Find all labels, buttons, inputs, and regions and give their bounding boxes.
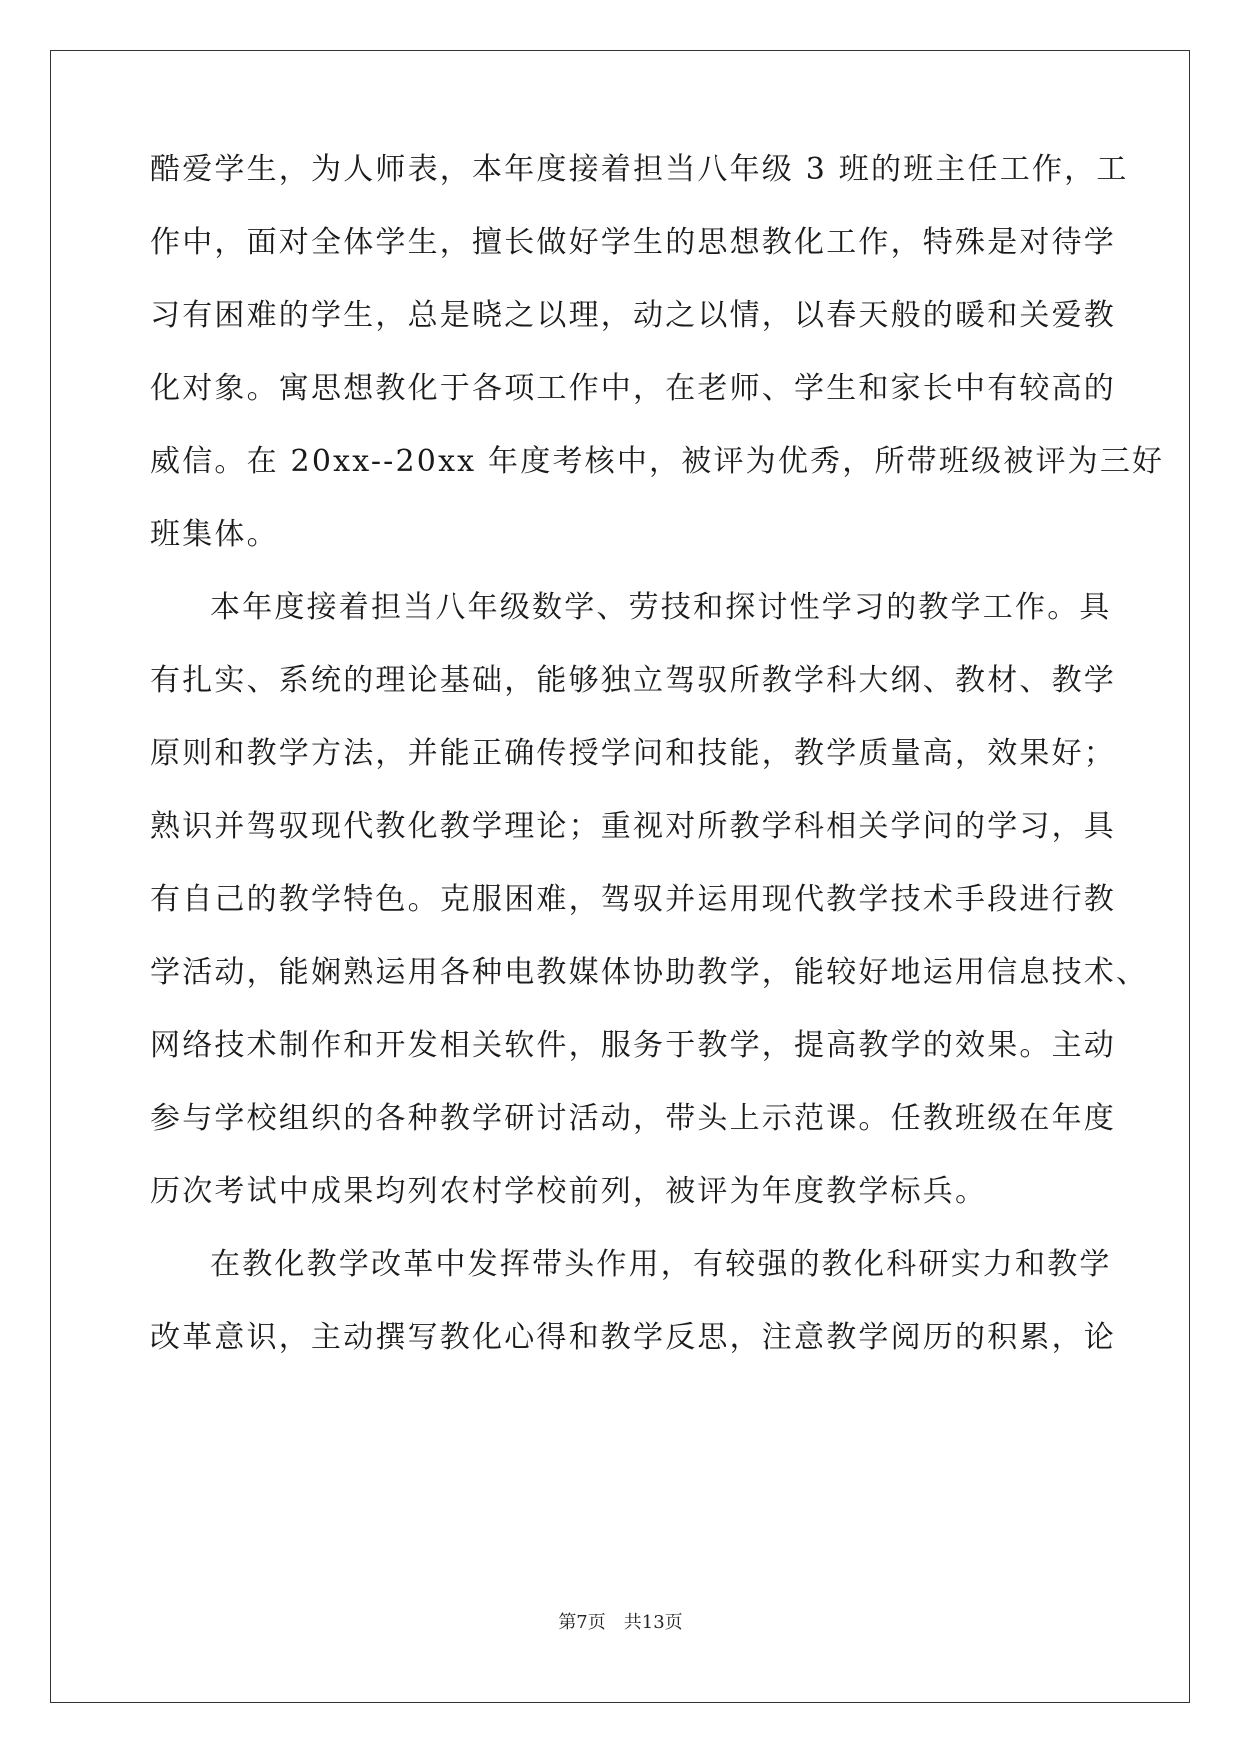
text-line: 本年度接着担当八年级数学、劳技和探讨性学习的教学工作。具 <box>210 590 1112 625</box>
current-page-number: 第7页 <box>558 1612 606 1633</box>
text-line: 网络技术制作和开发相关软件，服务于教学，提高教学的效果。主动 <box>150 1028 1116 1063</box>
text-line: 原则和教学方法，并能正确传授学问和技能，教学质量高，效果好； <box>150 736 1116 771</box>
text-line: 在教化教学改革中发挥带头作用，有较强的教化科研实力和教学 <box>210 1247 1112 1282</box>
text-line: 化对象。寓思想教化于各项工作中，在老师、学生和家长中有较高的 <box>150 371 1116 406</box>
text-line: 班集体。 <box>150 517 279 552</box>
text-line: 改革意识，主动撰写教化心得和教学反思，注意教学阅历的积累，论 <box>150 1320 1116 1355</box>
text-line: 酷爱学生，为人师表，本年度接着担当八年级 3 班的班主任工作，工 <box>150 152 1129 187</box>
text-line: 作中，面对全体学生，擅长做好学生的思想教化工作，特殊是对待学 <box>150 225 1116 260</box>
text-line: 参与学校组织的各种教学研讨活动，带头上示范课。任教班级在年度 <box>150 1101 1116 1136</box>
text-line: 历次考试中成果均列农村学校前列，被评为年度教学标兵。 <box>150 1174 988 1209</box>
text-line: 有自己的教学特色。克服困难，驾驭并运用现代教学技术手段进行教 <box>150 882 1116 917</box>
page-footer <box>0 1611 1241 1635</box>
text-line: 学活动，能娴熟运用各种电教媒体协助教学，能较好地运用信息技术、 <box>150 955 1149 990</box>
text-line: 有扎实、系统的理论基础，能够独立驾驭所教学科大纲、教材、教学 <box>150 663 1116 698</box>
text-line: 熟识并驾驭现代教化教学理论；重视对所教学科相关学问的学习，具 <box>150 809 1116 844</box>
text-line: 威信。在 20xx--20xx 年度考核中，被评为优秀，所带班级被评为三好 <box>150 444 1165 479</box>
total-page-count: 共13页 <box>623 1612 683 1633</box>
text-line: 习有困难的学生，总是晓之以理，动之以情，以春天般的暖和关爱教 <box>150 298 1116 333</box>
